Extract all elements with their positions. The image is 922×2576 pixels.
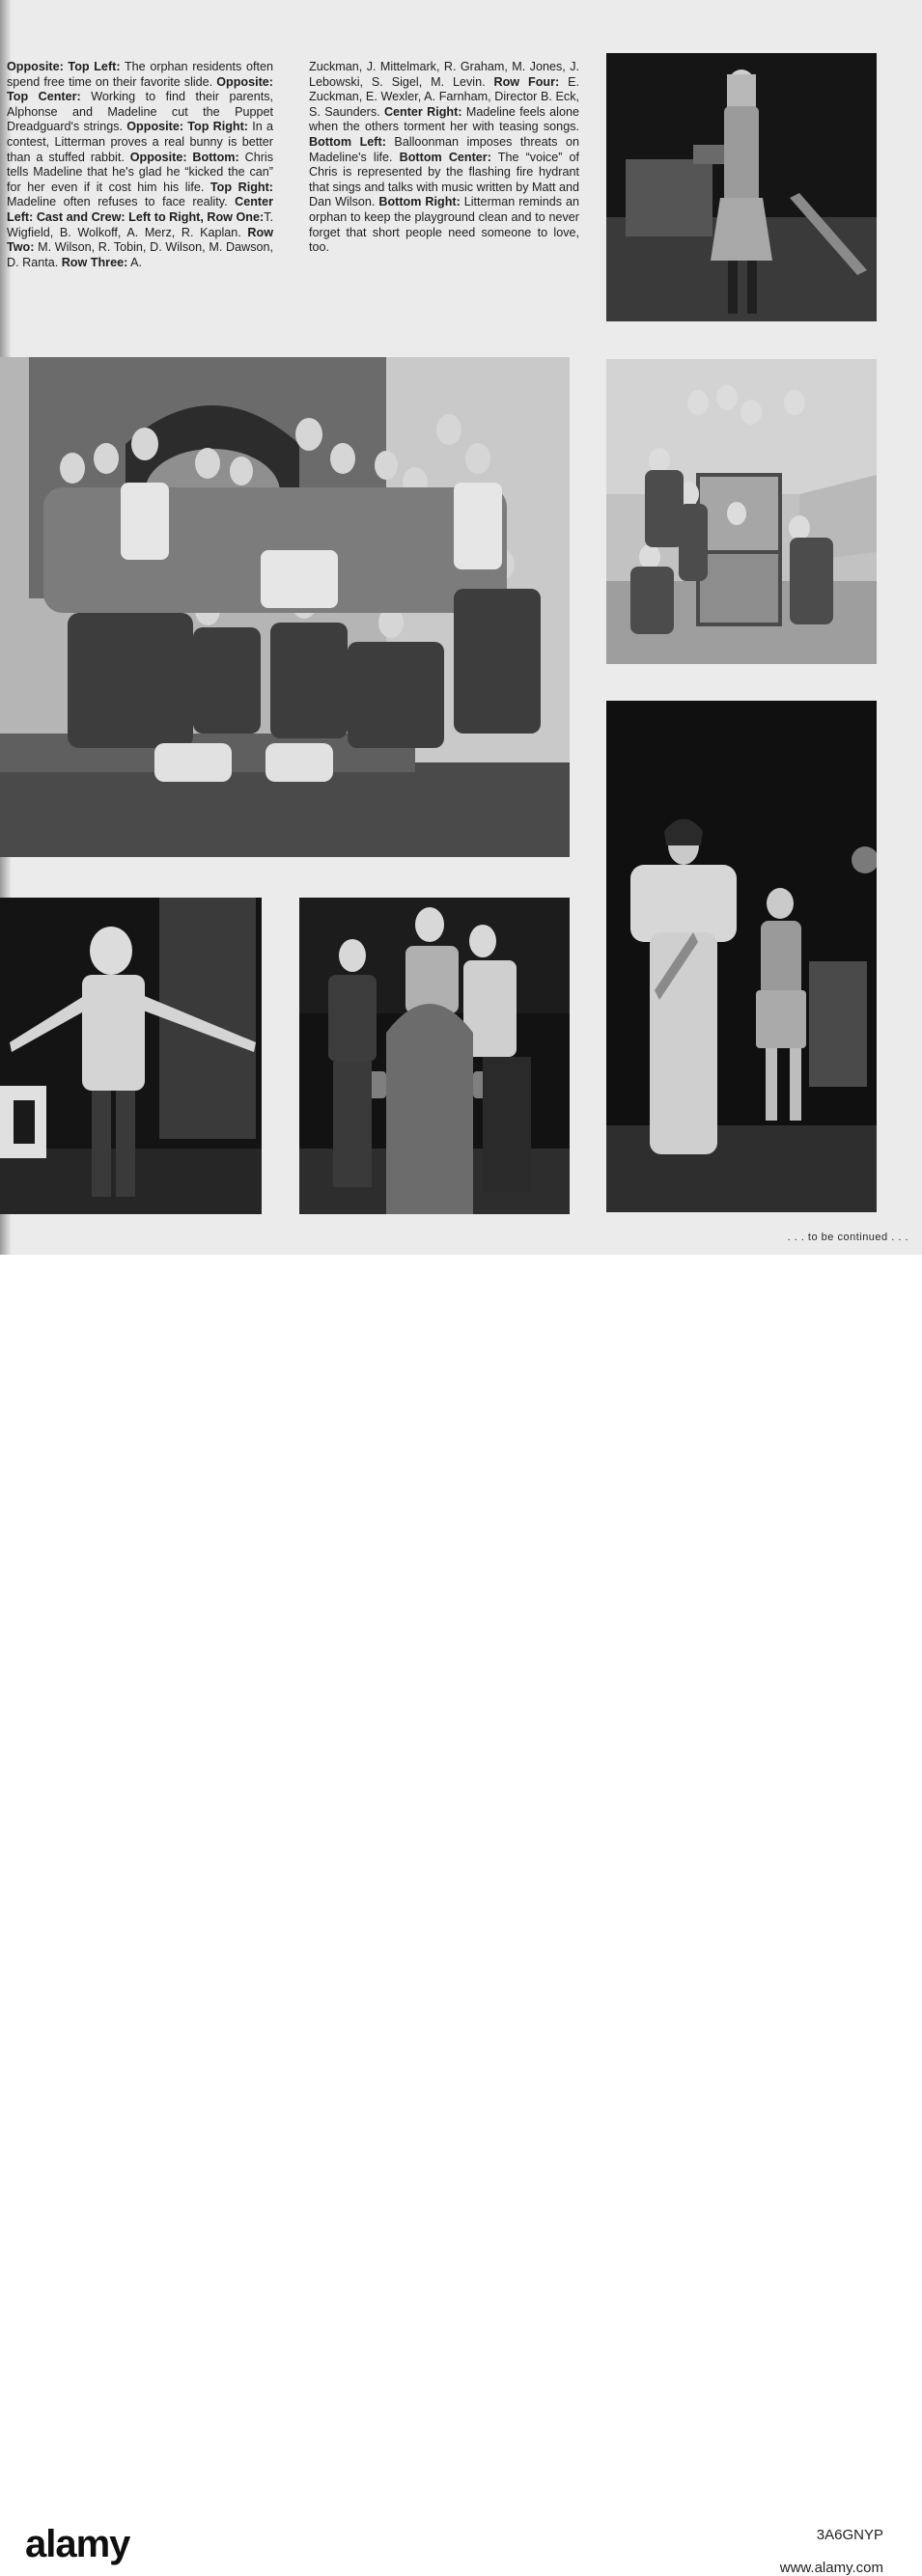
caption-segment: E. Zuckman, E. Wexler, A. Farnham, Director B. Eck, S. Saunders. [309, 74, 579, 119]
caption-segment: M. Wilson, R. Tobin, D. Wilson, M. Dawson, D. Ranta. [7, 240, 273, 269]
image-id: 3A6GNYP [816, 2527, 883, 2543]
caption-segment: Chris tells Madeline that he's glad he “kicked the can” for her even if it cost him his life. [7, 150, 274, 194]
caption-segment: Opposite: Top Center: [7, 74, 273, 104]
caption-segment: Madeline often refuses to face reality. [7, 195, 236, 209]
caption-segment: Row Four: [493, 74, 560, 89]
photo-madeline-alone [606, 53, 877, 321]
photo-balloonman [0, 898, 262, 1214]
caption-segment: Bottom Center: [399, 150, 491, 164]
caption-segment: Litterman reminds an orphan to keep the playground clean and to never forget that short people need someone to love, too. [309, 195, 580, 255]
caption-column-right [309, 60, 579, 256]
photo-madeline-teased [606, 359, 877, 664]
caption-segment: In a contest, Litterman proves a real bunny is better than a stuffed rabbit. [7, 120, 273, 164]
stock-watermark-footer [0, 1255, 922, 2576]
caption-segment: Top Right: [210, 180, 273, 194]
site-url: www.alamy.com [779, 2560, 883, 2576]
caption-segment: Opposite: Top Left: [7, 60, 121, 73]
alamy-logo: alamy [25, 2523, 130, 2565]
caption-segment: Opposite: Bottom: [129, 150, 239, 164]
caption-column-left [7, 60, 273, 270]
caption-segment: Opposite: Top Right: [126, 120, 249, 134]
photo-fire-hydrant [299, 898, 570, 1214]
caption-segment: Bottom Right: [378, 195, 461, 209]
caption-segment: The orphan residents often spend free time on their favorite slide. [7, 60, 273, 89]
caption-segment: T. Wigfield, B. Wolkoff, A. Merz, R. Kaplan. [7, 209, 273, 239]
photo-cast-and-crew [0, 357, 570, 857]
caption-segment: Balloonman imposes threats on Madeline's life. [309, 134, 579, 164]
caption-segment: A. [127, 255, 142, 269]
caption-segment: Row Three: [61, 255, 128, 269]
caption-segment: Working to find their parents, Alphonse and Madeline cut the Puppet Dreadguard's strings. [7, 90, 273, 134]
yearbook-page [0, 0, 922, 1255]
photo-litterman-orphan [606, 701, 877, 1212]
caption-segment: Center Right: [383, 104, 462, 119]
caption-segment: Bottom Left: [309, 134, 386, 149]
caption-segment: The “voice” of Chris is represented by the flashing fire hydrant that sings and talks with music written by Matt and Dan Wilson. [309, 150, 580, 209]
caption-segment: Zuckman, J. Mittelmark, R. Graham, M. Jones, J. Lebowski, S. Sigel, M. Levin. [309, 60, 579, 89]
caption-segment: Row Two: [7, 225, 273, 255]
caption-segment: Center Left: Cast and Crew: Left to Right, Row One: [7, 195, 273, 224]
caption-segment: Madeline feels alone when the others torment her with teasing songs. [309, 104, 579, 134]
to-be-continued-text: . . . to be continued . . . [787, 1232, 908, 1243]
